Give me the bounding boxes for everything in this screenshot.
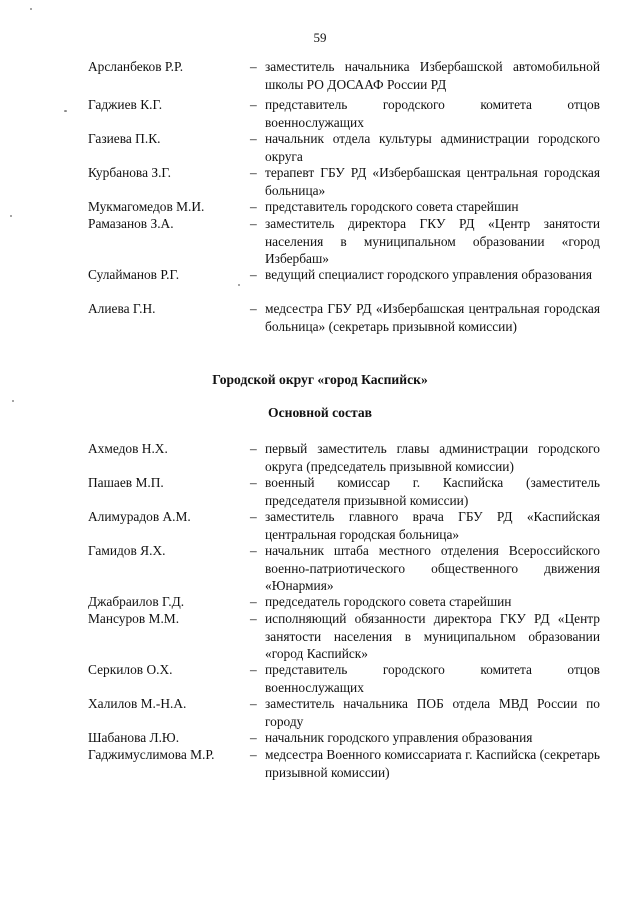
member-entry (88, 440, 600, 475)
dash-separator: – (250, 475, 257, 490)
dash-separator: – (250, 611, 257, 626)
member-name: Шабанова Л.Ю. (88, 730, 180, 745)
member-name: Гаджиев К.Г. (88, 97, 163, 112)
member-role: первый заместитель главы администрации городского округа (председатель призывной комиссии) (265, 441, 600, 474)
member-role: исполняющий обязанности директора ГКУ РД «Центр занятости населения в муниципальном образовании «город Каспийск» (265, 611, 600, 661)
member-entry (88, 474, 600, 509)
member-role: председатель городского совета старейшин (265, 594, 512, 609)
member-name: Сулайманов Р.Г. (88, 267, 180, 282)
dash-separator: – (250, 747, 257, 762)
member-role: представитель городского совета старейшин (265, 199, 519, 214)
member-entry (88, 729, 600, 747)
member-role: заместитель главного врача ГБУ РД «Каспийская центральная городская больница» (265, 509, 600, 542)
member-role: представитель городского комитета отцов военнослужащих (265, 662, 600, 695)
dash-separator: – (250, 543, 257, 558)
member-name: Ахмедов Н.Х. (88, 441, 168, 456)
section-title: Городской округ «город Каспийск» (212, 372, 428, 387)
dash-separator: – (250, 97, 257, 112)
member-entry (88, 130, 600, 165)
member-role: терапевт ГБУ РД «Избербашская центральная городская больница» (265, 165, 600, 198)
member-name: Алимурадов А.М. (88, 509, 191, 524)
member-entry (88, 96, 600, 131)
member-role: заместитель начальника Избербашской автомобильной школы РО ДОСААФ России РД (265, 59, 600, 92)
member-name: Халилов М.-Н.А. (88, 696, 187, 711)
member-entry (88, 746, 600, 781)
dash-separator: – (250, 216, 257, 231)
dash-separator: – (250, 131, 257, 146)
dash-separator: – (250, 509, 257, 524)
dash-separator: – (250, 301, 257, 316)
member-entry (88, 266, 600, 284)
dash-separator: – (250, 696, 257, 711)
member-name: Пашаев М.П. (88, 475, 164, 490)
member-name: Газиева П.К. (88, 131, 161, 146)
member-entry (88, 198, 600, 216)
member-name: Джабраилов Г.Д. (88, 594, 185, 609)
member-entry (88, 695, 600, 730)
member-entry (88, 661, 600, 696)
dash-separator: – (250, 59, 257, 74)
subsection-title: Основной состав (268, 405, 372, 420)
member-role: заместитель директора ГКУ РД «Центр занятости населения в муниципальном образовании «город Избербаш» (265, 216, 600, 266)
dash-separator: – (250, 441, 257, 456)
member-name: Арсланбеков Р.Р. (88, 59, 184, 74)
dash-separator: – (250, 730, 257, 745)
member-role: медсестра Военного комиссариата г. Каспийска (секретарь призывной комиссии) (265, 747, 600, 780)
dash-separator: – (250, 662, 257, 677)
member-entry (88, 593, 600, 611)
scan-speck (238, 284, 240, 286)
member-entry (88, 508, 600, 543)
member-name: Гамидов Я.Х. (88, 543, 166, 558)
member-role: начальник штаба местного отделения Всероссийского военно-патриотического общественного движения «Юнармия» (265, 543, 600, 593)
dash-separator: – (250, 165, 257, 180)
member-role: начальник отдела культуры администрации городского округа (265, 131, 600, 164)
member-entry (88, 58, 600, 93)
scan-speck (64, 110, 67, 112)
page-number: 59 (313, 30, 327, 45)
member-role: медсестра ГБУ РД «Избербашская центральная городская больница» (секретарь призывной комиссии) (265, 301, 600, 334)
member-entry (88, 300, 600, 335)
member-name: Рамазанов З.А. (88, 216, 174, 231)
member-role: представитель городского комитета отцов военнослужащих (265, 97, 600, 130)
dash-separator: – (250, 594, 257, 609)
scan-speck (10, 215, 12, 217)
scan-speck (12, 400, 14, 402)
dash-separator: – (250, 267, 257, 282)
member-role: военный комиссар г. Каспийска (заместитель председателя призывной комиссии) (265, 475, 600, 508)
member-entry (88, 215, 600, 268)
member-role: начальник городского управления образования (265, 730, 533, 745)
member-name: Гаджимуслимова М.Р. (88, 747, 215, 762)
member-entry (88, 542, 600, 595)
dash-separator: – (250, 199, 257, 214)
member-entry (88, 610, 600, 663)
scan-speck (30, 8, 32, 10)
member-role: заместитель начальника ПОБ отдела МВД России по городу (265, 696, 600, 729)
member-name: Курбанова З.Г. (88, 165, 172, 180)
member-name: Серкилов О.Х. (88, 662, 173, 677)
member-role: ведущий специалист городского управления образования (265, 267, 593, 282)
member-name: Мансуров М.М. (88, 611, 180, 626)
member-name: Мукмагомедов М.И. (88, 199, 205, 214)
member-name: Алиева Г.Н. (88, 301, 156, 316)
member-entry (88, 164, 600, 199)
